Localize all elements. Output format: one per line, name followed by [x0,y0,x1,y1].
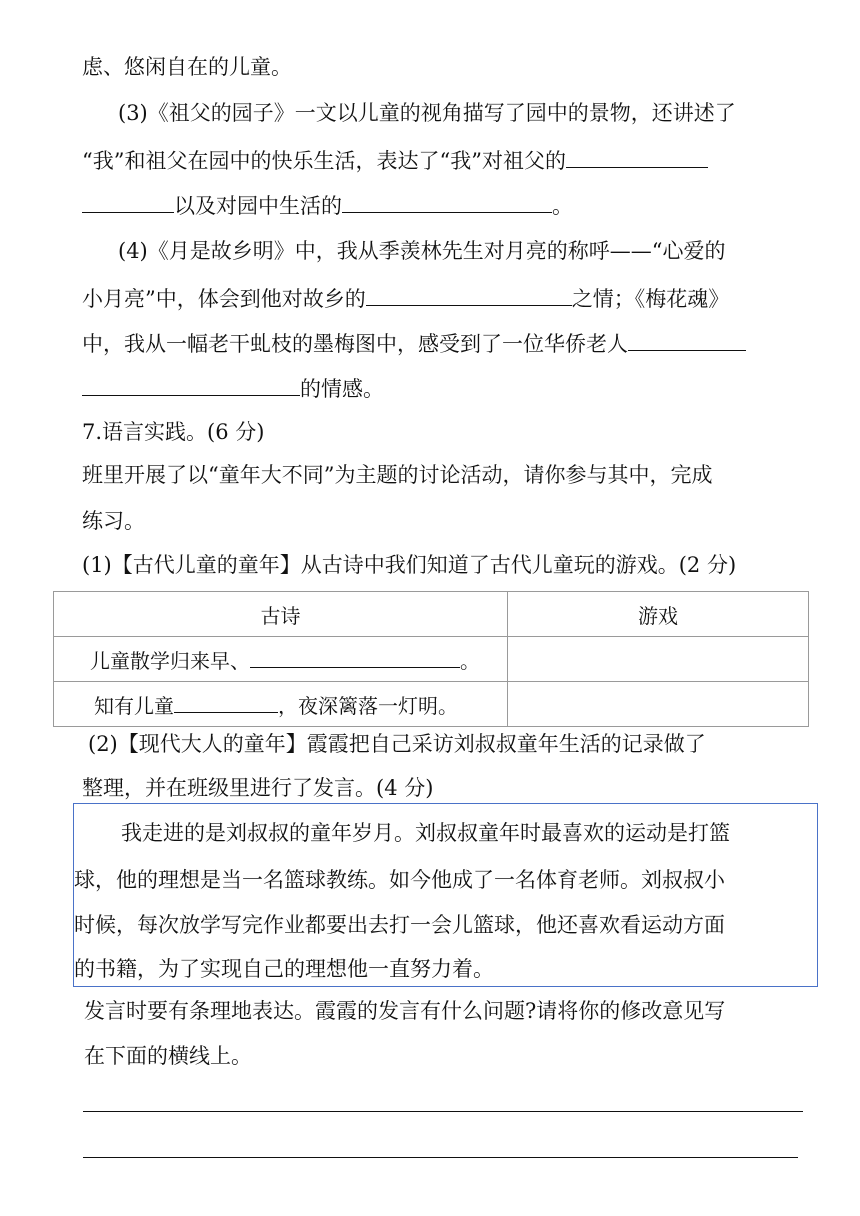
game-cell-1[interactable] [508,637,809,682]
poem-1-blank[interactable] [250,649,460,668]
table-row [54,637,809,682]
q4-blank-2b[interactable] [82,373,300,396]
answer-line-1[interactable] [83,1111,803,1112]
q7-heading: 7.语言实践。(6 分) [82,420,265,444]
q7-intro-line-1: 班里开展了以“童年大不同”为主题的讨论活动，请你参与其中，完成 [82,463,713,487]
table-header-game: 游戏 [508,592,809,637]
q3-line-1: (3)《祖父的园子》一文以儿童的视角描写了园中的景物，还讲述了 [118,101,736,125]
q7-task-line-2: 在下面的横线上。 [84,1044,252,1068]
q3-blank-2[interactable] [342,190,552,213]
q7-intro-line-2: 练习。 [82,509,145,533]
poem-2-blank[interactable] [174,694,278,713]
poem-2-text: 知有儿童 [94,693,174,718]
q3-blank-1a[interactable] [566,145,708,168]
q7-part-1: (1)【古代儿童的童年】从古诗中我们知道了古代儿童玩的游戏。(2 分) [82,553,737,577]
poem-2-end: ，夜深篱落一灯明。 [278,693,458,718]
speech-line-2: 球，他的理想是当一名篮球教练。如今他成了一名体育老师。刘叔叔小 [74,868,725,892]
q3-line-3-end: 。 [552,194,573,218]
table-header-row [54,592,809,637]
table-header-poem: 古诗 [54,592,508,637]
q4-line-2-text: 小月亮”中，体会到他对故乡的 [82,287,366,311]
speech-line-4: 的书籍，为了实现自己的理想他一直努力着。 [74,957,494,981]
poem-1-text: 儿童散学归来早、 [90,648,250,673]
q4-line-4 [82,373,384,404]
q4-blank-1[interactable] [366,283,572,306]
q4-line-3 [82,328,746,359]
answer-line-2[interactable] [83,1157,798,1158]
continued-text-line: 虑、悠闲自在的儿童。 [82,55,292,79]
q4-line-3-text: 中，我从一幅老干虬枝的墨梅图中，感受到了一位华侨老人 [82,332,628,356]
q3-line-2-text: “我”和祖父在园中的快乐生活，表达了“我”对祖父的 [82,149,566,173]
q4-blank-2a[interactable] [628,328,746,351]
poem-cell-1 [54,637,508,682]
table-row [54,682,809,727]
q7-task-line-1: 发言时要有条理地表达。霞霞的发言有什么问题?请将你的修改意见写 [84,999,726,1023]
q3-blank-1b[interactable] [82,190,174,213]
speech-line-1: 我走进的是刘叔叔的童年岁月。刘叔叔童年时最喜欢的运动是打篮 [121,821,730,845]
poem-cell-2 [54,682,508,727]
q4-line-4-text: 的情感。 [300,377,384,401]
q4-line-2-end: 之情；《梅花魂》 [571,287,730,311]
poem-game-table [53,591,809,727]
poem-1-end: 。 [460,648,480,673]
q3-line-3-text: 以及对园中生活的 [174,194,342,218]
speech-line-3: 时候，每次放学写完作业都要出去打一会儿篮球，他还喜欢看运动方面 [74,913,725,937]
q7-part-2-line-1: (2)【现代大人的童年】霞霞把自己采访刘叔叔童年生活的记录做了 [88,732,706,756]
q4-line-1: (4)《月是故乡明》中，我从季羡林先生对月亮的称呼——“心爱的 [118,239,726,263]
q4-line-2 [82,283,729,314]
q3-line-2 [82,145,708,176]
game-cell-2[interactable] [508,682,809,727]
q7-part-2-line-2: 整理，并在班级里进行了发言。(4 分) [82,776,434,800]
q3-line-3 [82,190,573,221]
speech-record-box [73,803,818,987]
